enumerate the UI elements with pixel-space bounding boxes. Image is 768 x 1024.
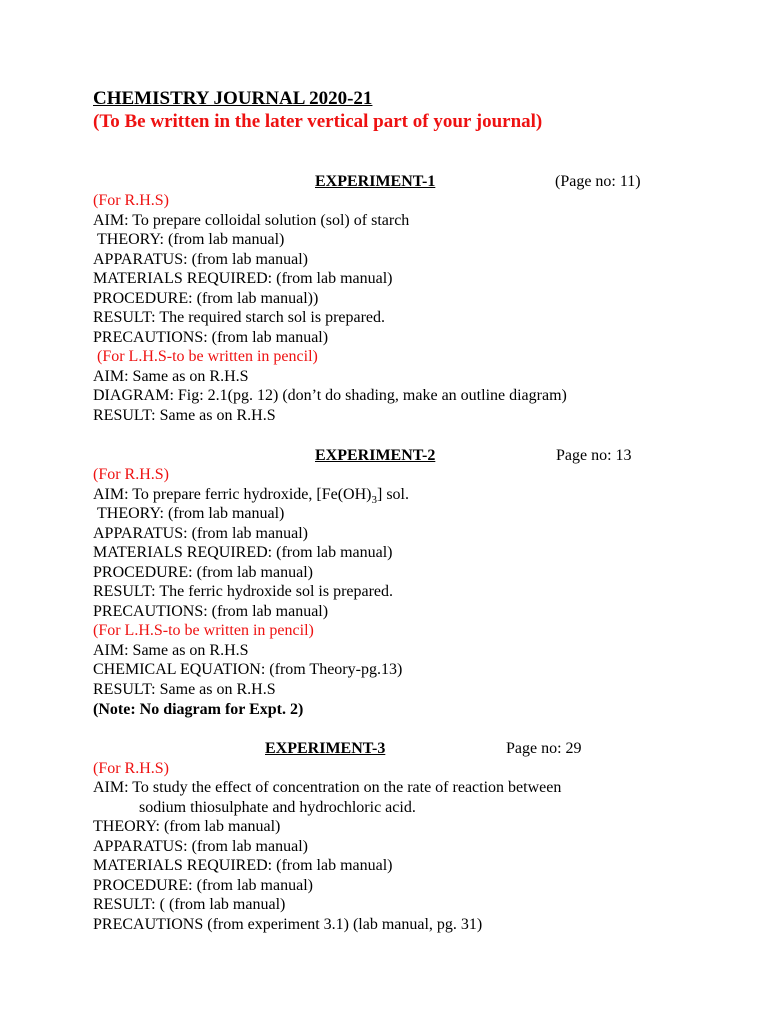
exp2-result: RESULT: The ferric hydroxide sol is prepared. [93,583,394,600]
experiment-3-heading: EXPERIMENT-3 [265,740,386,757]
exp2-apparatus: APPARATUS: (from lab manual) [93,525,308,542]
exp1-aim: AIM: To prepare colloidal solution (sol) of starch [93,212,410,229]
exp3-rhs-label: (For R.H.S) [93,760,170,777]
exp1-lhs-label: (For L.H.S-to be written in pencil) [97,348,318,365]
exp2-lhs-label: (For L.H.S-to be written in pencil) [93,622,314,639]
exp3-result: RESULT: ( (from lab manual) [93,896,286,913]
exp2-chemical-equation: CHEMICAL EQUATION: (from Theory-pg.13) [93,661,403,678]
exp2-lhs-result: RESULT: Same as on R.H.S [93,681,276,698]
exp1-rhs-label: (For R.H.S) [93,192,170,209]
exp1-apparatus: APPARATUS: (from lab manual) [93,251,308,268]
exp3-aim: AIM: To study the effect of concentration on the rate of reaction between [93,779,562,796]
exp2-materials: MATERIALS REQUIRED: (from lab manual) [93,544,393,561]
exp2-theory: THEORY: (from lab manual) [97,505,285,522]
experiment-1-page-no: (Page no: 11) [555,173,641,190]
exp2-note: (Note: No diagram for Expt. 2) [93,701,304,718]
exp2-procedure: PROCEDURE: (from lab manual) [93,564,313,581]
exp1-theory: THEORY: (from lab manual) [97,231,285,248]
experiment-2-page-no: Page no: 13 [556,447,632,464]
exp1-procedure: PROCEDURE: (from lab manual)) [93,290,319,307]
experiment-2-heading: EXPERIMENT-2 [315,447,436,464]
exp1-result: RESULT: The required starch sol is prepared. [93,309,386,326]
exp1-lhs-aim: AIM: Same as on R.H.S [93,368,249,385]
exp2-aim-subscript: 3 [371,494,377,507]
document-subtitle: (To Be written in the later vertical part of your journal) [93,111,543,132]
exp2-rhs-label: (For R.H.S) [93,466,170,483]
exp2-aim-text: AIM: To prepare ferric hydroxide, [Fe(OH) [93,486,372,503]
exp3-procedure: PROCEDURE: (from lab manual) [93,877,313,894]
exp3-theory: THEORY: (from lab manual) [93,818,281,835]
exp3-aim-continued: sodium thiosulphate and hydrochloric acid. [139,799,416,816]
exp1-materials: MATERIALS REQUIRED: (from lab manual) [93,270,393,287]
exp2-aim-tail: ] sol. [376,486,409,503]
exp1-lhs-result: RESULT: Same as on R.H.S [93,407,276,424]
exp1-diagram: DIAGRAM: Fig: 2.1(pg. 12) (don’t do shading, make an outline diagram) [93,387,567,404]
experiment-3-page-no: Page no: 29 [506,740,582,757]
experiment-1-heading: EXPERIMENT-1 [315,173,436,190]
exp2-precautions: PRECAUTIONS: (from lab manual) [93,603,329,620]
exp2-lhs-aim: AIM: Same as on R.H.S [93,642,249,659]
exp3-apparatus: APPARATUS: (from lab manual) [93,838,308,855]
document-title: CHEMISTRY JOURNAL 2020-21 [93,88,373,109]
exp1-precautions: PRECAUTIONS: (from lab manual) [93,329,329,346]
exp3-precautions: PRECAUTIONS (from experiment 3.1) (lab manual, pg. 31) [93,916,483,933]
exp3-materials: MATERIALS REQUIRED: (from lab manual) [93,857,393,874]
